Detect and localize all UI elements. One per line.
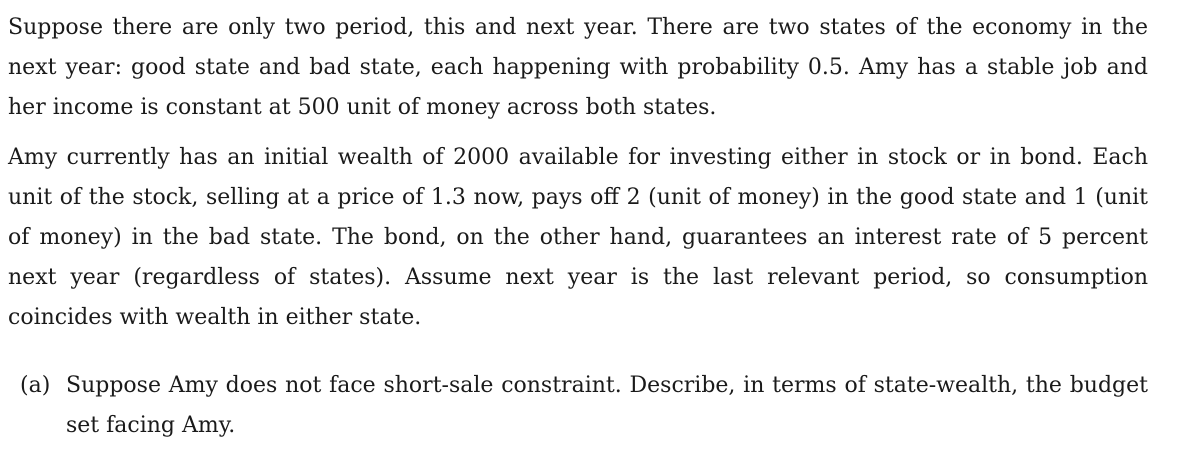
- question-text: Suppose Amy does not face short-sale constraint. Describe, in terms of state-wealth, the budget set facing Amy.: [66, 373, 1148, 438]
- problem-document: [8, 8, 1148, 446]
- question-item: [8, 366, 1148, 446]
- question-label: (a): [20, 373, 51, 398]
- setup-paragraph: Suppose there are only two period, this and next year. There are two states of the economy in the next year: good state and bad state, each happening with probability 0.5. Amy has a stable job and her income is constant at 500 unit of money across both states.: [8, 15, 1148, 120]
- investment-paragraph: Amy currently has an initial wealth of 2000 available for investing either in stock or in bond. Each unit of the stock, selling at a price of 1.3 now, pays off 2 (unit of money) in the good state and 1 (unit of money) in the bad state. The bond, on the other hand, guarantees an interest rate of 5 percent next year (regardless of states). Assume next year is the last relevant period, so consumption coincides with wealth in either state.: [8, 145, 1148, 330]
